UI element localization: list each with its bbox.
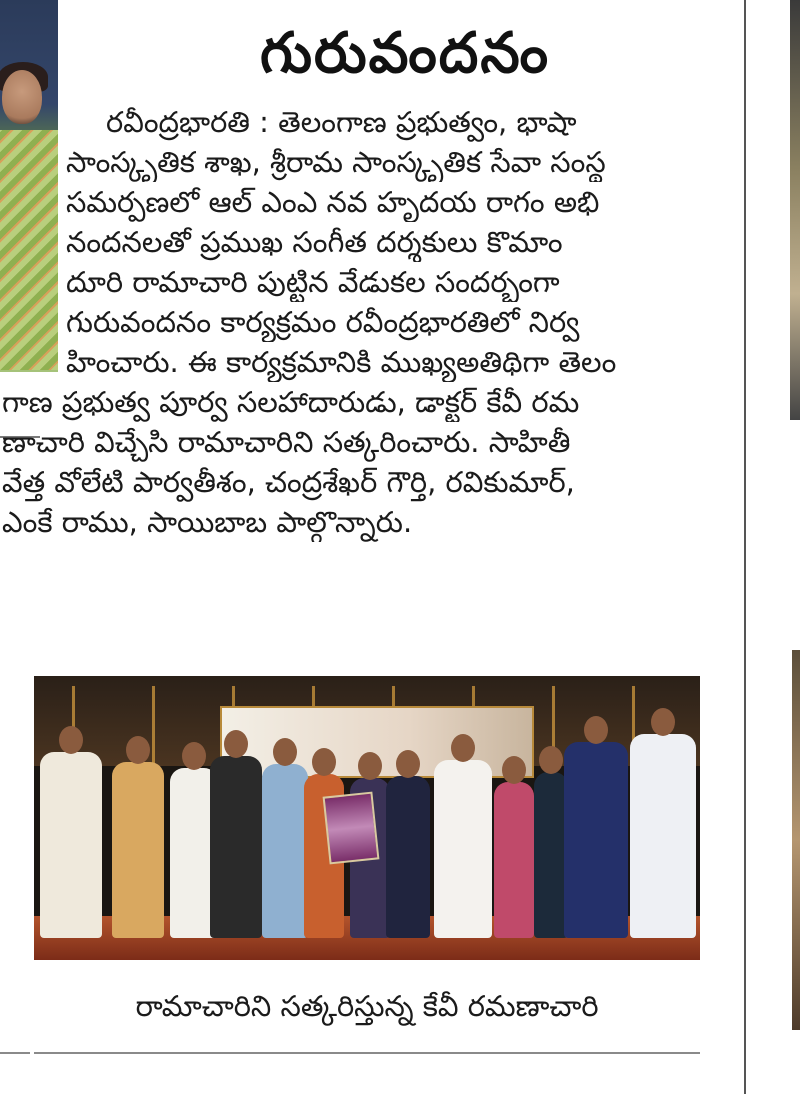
person-figure bbox=[112, 762, 164, 938]
adjacent-photo-edge-bottom bbox=[792, 650, 800, 1030]
person-figure bbox=[40, 752, 102, 938]
person-figure bbox=[564, 742, 628, 938]
bottom-rule-left bbox=[0, 1052, 30, 1054]
body-line: ఎంకే రాము, సాయిబాబ పాల్గొన్నారు. bbox=[2, 505, 413, 539]
person-figure bbox=[386, 776, 430, 938]
body-line: వేత్త వోలేటి పార్వతీశం, చంద్రశేఖర్ గౌర్తి, రవికుమార్, bbox=[2, 465, 575, 499]
body-line: రవీంద్రభారతి : తెలంగాణ ప్రభుత్వం, భాషా bbox=[106, 105, 577, 139]
bottom-rule bbox=[34, 1052, 700, 1054]
body-line: హించారు. ఈ కార్యక్రమానికి ముఖ్యఅతిథిగా తెలం bbox=[66, 345, 617, 379]
award-plaque bbox=[323, 792, 380, 865]
photo-saree bbox=[0, 130, 58, 370]
article-body bbox=[2, 102, 742, 542]
person-figure bbox=[534, 772, 568, 938]
body-line: ణాచారి విచ్చేసి రామాచారిని సత్కరించారు. సాహితీ bbox=[2, 425, 571, 459]
body-line: నందనలతో ప్రముఖ సంగీత దర్శకులు కొమాం bbox=[66, 225, 563, 259]
adjacent-article-photo bbox=[0, 0, 58, 372]
article-headline: గురువందనం bbox=[259, 21, 551, 86]
photo-face bbox=[2, 70, 42, 124]
body-line: సాంస్కృతిక శాఖ, శ్రీరామ సాంస్కృతిక సేవా సంస్థ bbox=[66, 145, 606, 179]
person-figure bbox=[210, 756, 262, 938]
person-figure bbox=[434, 760, 492, 938]
person-figure bbox=[262, 764, 308, 938]
body-line: దూరి రామాచారి పుట్టిన వేడుకల సందర్భంగా bbox=[66, 265, 560, 299]
body-line: గాణ ప్రభుత్వ పూర్వ సలహాదారుడు, డాక్టర్ కేవీ రమ bbox=[2, 385, 580, 419]
body-line: సమర్పణలో ఆల్ ఎంఎ నవ హృదయ రాగం అభి bbox=[66, 185, 600, 219]
person-figure bbox=[630, 734, 696, 938]
event-photo bbox=[34, 676, 700, 960]
adjacent-photo-edge-top bbox=[790, 0, 800, 420]
person-figure bbox=[494, 782, 534, 938]
body-line: గురువందనం కార్యక్రమం రవీంద్రభారతిలో నిర్వ bbox=[66, 305, 580, 339]
photo-caption: రామాచారిని సత్కరిస్తున్న కేవీ రమణాచారి bbox=[135, 989, 599, 1023]
column-separator bbox=[744, 0, 746, 1094]
